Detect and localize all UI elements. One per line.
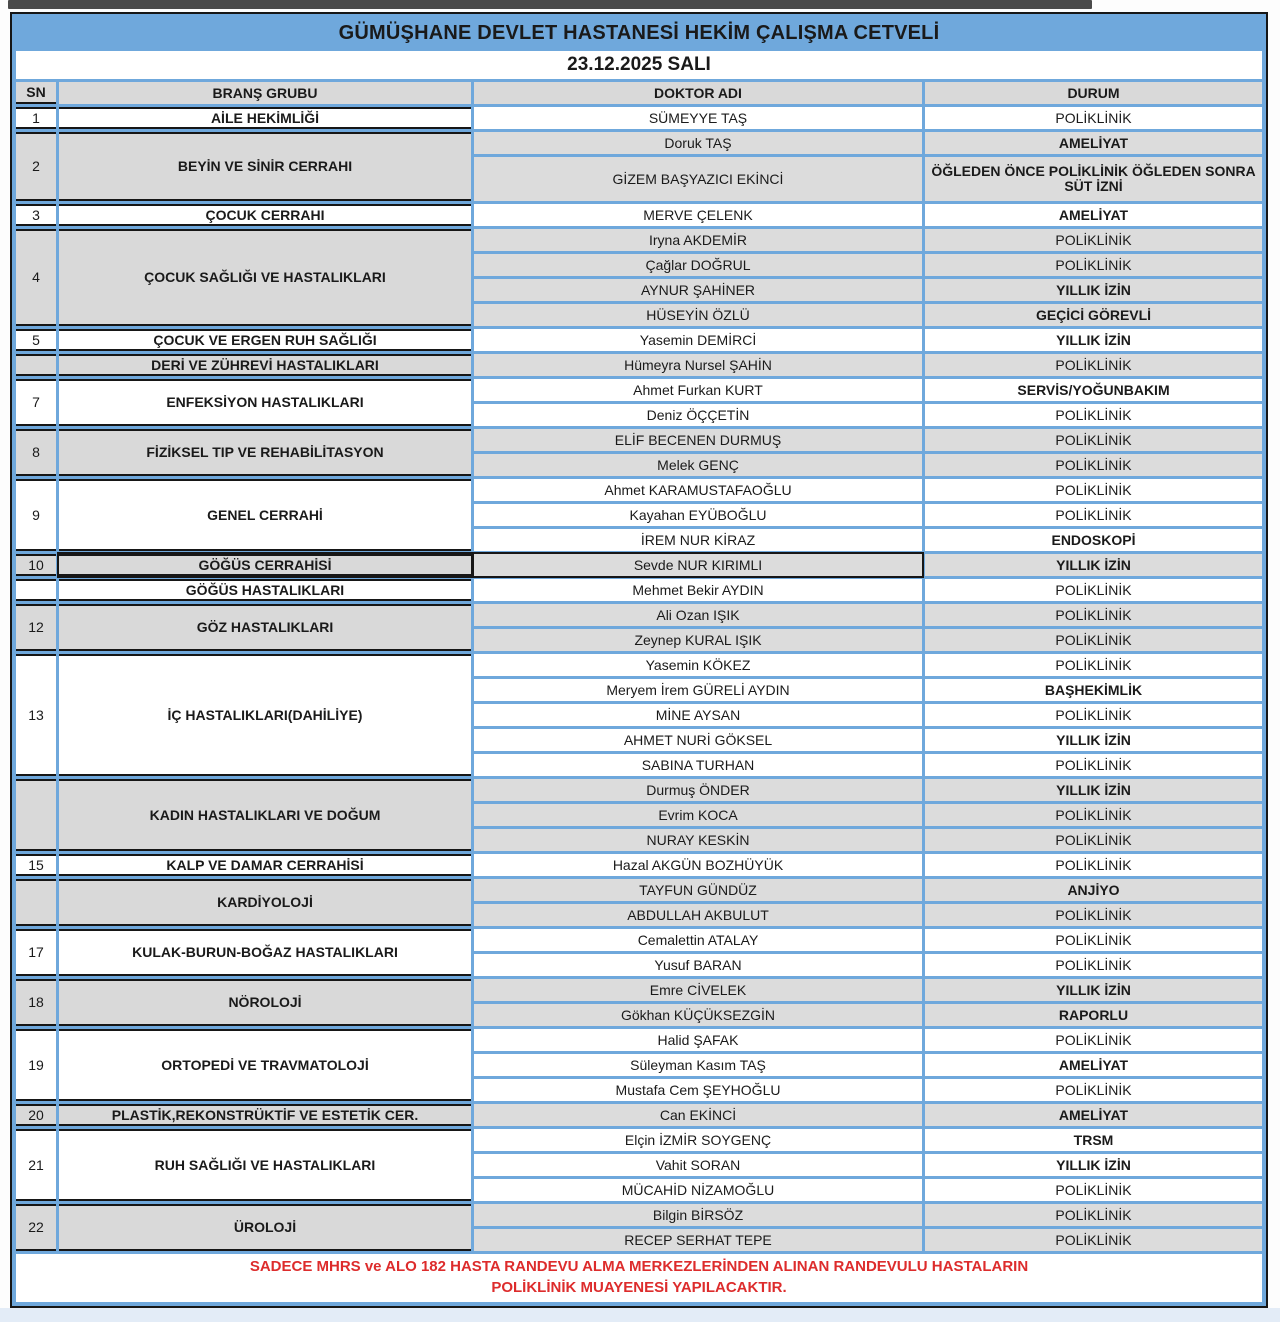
branch-group-row: [16, 604, 1262, 651]
branch-group-row: [16, 579, 1262, 601]
branch-cell: RUH SAĞLIĞI VE HASTALIKLARI: [59, 1129, 471, 1201]
branch-cell: KARDİYOLOJİ: [59, 879, 471, 926]
status-cell: POLİKLİNİK: [925, 354, 1262, 376]
sn-cell: 7: [16, 379, 56, 426]
doctor-row: [474, 229, 1262, 251]
footer-notice-line2: POLİKLİNİK MUAYENESİ YAPILACAKTIR.: [491, 1279, 787, 1296]
sn-cell: 20: [16, 1104, 56, 1126]
doctor-row: [474, 479, 1262, 501]
doctor-rows-column: [474, 479, 1262, 551]
doctor-rows-column: [474, 929, 1262, 976]
doctor-name-cell: Vahit SORAN: [474, 1154, 922, 1176]
sn-cell: 12: [16, 604, 56, 651]
doctor-rows-column: [474, 654, 1262, 776]
status-cell: POLİKLİNİK: [925, 704, 1262, 726]
doctor-name-cell: Ahmet Furkan KURT: [474, 379, 922, 401]
status-cell: POLİKLİNİK: [925, 107, 1262, 129]
doctor-row: [474, 1229, 1262, 1251]
sn-cell: 2: [16, 132, 56, 201]
sn-cell: 19: [16, 1029, 56, 1101]
doctor-name-cell: Mehmet Bekir AYDIN: [474, 579, 922, 601]
doctor-row: [474, 1054, 1262, 1076]
branch-group-row: [16, 429, 1262, 476]
footer-notice-line1: SADECE MHRS ve ALO 182 HASTA RANDEVU ALMA MERKEZLERİNDEN ALINAN RANDEVULU HASTALARIN: [249, 1258, 1029, 1275]
status-cell: POLİKLİNİK: [925, 804, 1262, 826]
sn-cell: [16, 879, 56, 926]
branch-group-row: [16, 107, 1262, 129]
doctor-rows-column: [474, 204, 1262, 226]
doctor-rows-column: [474, 107, 1262, 129]
branch-group-row: [16, 132, 1262, 201]
doctor-rows-column: [474, 554, 1262, 576]
doctor-name-cell: HÜSEYİN ÖZLÜ: [474, 304, 922, 326]
doctor-name-cell: Hazal AKGÜN BOZHÜYÜK: [474, 854, 922, 876]
status-cell: ENDOSKOPİ: [925, 529, 1262, 551]
doctor-row: [474, 529, 1262, 551]
doctor-name-cell: Bilgin BİRSÖZ: [474, 1204, 922, 1226]
doctor-name-cell: TAYFUN GÜNDÜZ: [474, 879, 922, 901]
doctor-row: [474, 579, 1262, 601]
sn-cell: 10: [16, 554, 56, 576]
branch-cell: İÇ HASTALIKLARI(DAHİLİYE): [59, 654, 471, 776]
doctor-rows-column: [474, 579, 1262, 601]
doctor-row: [474, 954, 1262, 976]
doctor-row: [474, 304, 1262, 326]
doctor-name-cell: Ahmet KARAMUSTAFAOĞLU: [474, 479, 922, 501]
doctor-name-cell: Gökhan KÜÇÜKSEZGİN: [474, 1004, 922, 1026]
doctor-row: [474, 879, 1262, 901]
doctor-row: [474, 132, 1262, 154]
sn-cell: 8: [16, 429, 56, 476]
sn-cell: 4: [16, 229, 56, 326]
doctor-row: [474, 329, 1262, 351]
doctor-row: [474, 804, 1262, 826]
doctor-rows-column: [474, 1104, 1262, 1126]
branch-group-row: [16, 879, 1262, 926]
doctor-row: [474, 204, 1262, 226]
branch-group-row: [16, 554, 1262, 576]
status-cell: YILLIK İZİN: [925, 979, 1262, 1001]
status-cell: POLİKLİNİK: [925, 854, 1262, 876]
doctor-name-cell: Elçin İZMİR SOYGENÇ: [474, 1129, 922, 1151]
doctor-row: [474, 754, 1262, 776]
status-cell: POLİKLİNİK: [925, 1079, 1262, 1101]
branch-cell: ÇOCUK CERRAHI: [59, 204, 471, 226]
doctor-name-cell: NURAY KESKİN: [474, 829, 922, 851]
status-cell: YILLIK İZİN: [925, 329, 1262, 351]
schedule-table-body: [16, 107, 1262, 1251]
doctor-rows-column: [474, 1129, 1262, 1201]
status-cell: POLİKLİNİK: [925, 829, 1262, 851]
doctor-rows-column: [474, 854, 1262, 876]
doctor-rows-column: [474, 429, 1262, 476]
branch-cell: KULAK-BURUN-BOĞAZ HASTALIKLARI: [59, 929, 471, 976]
column-header-status: DURUM: [925, 82, 1262, 104]
doctor-row: [474, 1154, 1262, 1176]
doctor-row: [474, 1204, 1262, 1226]
sn-cell: [16, 579, 56, 601]
status-cell: POLİKLİNİK: [925, 1029, 1262, 1051]
doctor-row: [474, 107, 1262, 129]
branch-group-row: [16, 979, 1262, 1026]
branch-cell: ÇOCUK SAĞLIĞI VE HASTALIKLARI: [59, 229, 471, 326]
column-header-branch: BRANŞ GRUBU: [59, 82, 471, 104]
doctor-name-cell: AYNUR ŞAHİNER: [474, 279, 922, 301]
status-cell: AMELİYAT: [925, 1104, 1262, 1126]
branch-cell: ENFEKSİYON HASTALIKLARI: [59, 379, 471, 426]
doctor-name-cell: Halid ŞAFAK: [474, 1029, 922, 1051]
sn-cell: 5: [16, 329, 56, 351]
status-cell: GEÇİCİ GÖREVLİ: [925, 304, 1262, 326]
schedule-date: 23.12.2025 SALI: [16, 51, 1262, 79]
doctor-row: [474, 1179, 1262, 1201]
status-cell: POLİKLİNİK: [925, 904, 1262, 926]
branch-cell: ORTOPEDİ VE TRAVMATOLOJİ: [59, 1029, 471, 1101]
status-cell: TRSM: [925, 1129, 1262, 1151]
doctor-rows-column: [474, 132, 1262, 201]
doctor-row: [474, 829, 1262, 851]
doctor-name-cell: Zeynep KURAL IŞIK: [474, 629, 922, 651]
doctor-row: [474, 629, 1262, 651]
doctor-name-cell: RECEP SERHAT TEPE: [474, 1229, 922, 1251]
sn-cell: 1: [16, 107, 56, 129]
doctor-name-cell: ELİF BECENEN DURMUŞ: [474, 429, 922, 451]
status-cell: YILLIK İZİN: [925, 729, 1262, 751]
doctor-name-cell: Can EKİNCİ: [474, 1104, 922, 1126]
doctor-rows-column: [474, 379, 1262, 426]
status-cell: YILLIK İZİN: [925, 279, 1262, 301]
sn-cell: 9: [16, 479, 56, 551]
sn-cell: [16, 779, 56, 851]
doctor-name-cell: Emre CİVELEK: [474, 979, 922, 1001]
doctor-name-cell: Durmuş ÖNDER: [474, 779, 922, 801]
doctor-row: [474, 279, 1262, 301]
branch-cell: PLASTİK,REKONSTRÜKTİF VE ESTETİK CER.: [59, 1104, 471, 1126]
branch-cell: ÇOCUK VE ERGEN RUH SAĞLIĞI: [59, 329, 471, 351]
doctor-row: [474, 904, 1262, 926]
doctor-row: [474, 729, 1262, 751]
branch-cell: KALP VE DAMAR CERRAHİSİ: [59, 854, 471, 876]
doctor-row: [474, 1129, 1262, 1151]
doctor-name-cell: Ali Ozan IŞIK: [474, 604, 922, 626]
branch-cell: FİZİKSEL TIP VE REHABİLİTASYON: [59, 429, 471, 476]
status-cell: ÖĞLEDEN ÖNCE POLİKLİNİK ÖĞLEDEN SONRA SÜT İZNİ: [925, 157, 1262, 201]
branch-group-row: [16, 479, 1262, 551]
header-row: [16, 82, 1262, 104]
doctor-name-cell: SÜMEYYE TAŞ: [474, 107, 922, 129]
sn-cell: [16, 354, 56, 376]
doctor-row: [474, 554, 1262, 576]
branch-cell: ÜROLOJİ: [59, 1204, 471, 1251]
page-title: GÜMÜŞHANE DEVLET HASTANESİ HEKİM ÇALIŞMA CETVELİ: [338, 22, 940, 44]
doctor-rows-column: [474, 779, 1262, 851]
footer-notice: [16, 1254, 1262, 1302]
branch-group-row: [16, 379, 1262, 426]
status-cell: AMELİYAT: [925, 204, 1262, 226]
doctor-name-cell: Yusuf BARAN: [474, 954, 922, 976]
status-cell: POLİKLİNİK: [925, 1204, 1262, 1226]
branch-group-row: [16, 1104, 1262, 1126]
doctor-name-cell: Deniz ÖÇÇETİN: [474, 404, 922, 426]
doctor-name-cell: Mustafa Cem ŞEYHOĞLU: [474, 1079, 922, 1101]
branch-group-row: [16, 1204, 1262, 1251]
status-cell: AMELİYAT: [925, 132, 1262, 154]
sn-cell: 13: [16, 654, 56, 776]
status-cell: POLİKLİNİK: [925, 1229, 1262, 1251]
status-cell: POLİKLİNİK: [925, 954, 1262, 976]
doctor-name-cell: ABDULLAH AKBULUT: [474, 904, 922, 926]
doctor-name-cell: Yasemin KÖKEZ: [474, 654, 922, 676]
doctor-row: [474, 157, 1262, 201]
column-header-doctor: DOKTOR ADI: [474, 82, 922, 104]
branch-group-row: [16, 204, 1262, 226]
status-cell: AMELİYAT: [925, 1054, 1262, 1076]
status-cell: POLİKLİNİK: [925, 404, 1262, 426]
branch-cell: GENEL CERRAHİ: [59, 479, 471, 551]
sn-cell: 22: [16, 1204, 56, 1251]
status-cell: POLİKLİNİK: [925, 604, 1262, 626]
column-header-sn: SN: [16, 82, 56, 104]
doctor-name-cell: Kayahan EYÜBOĞLU: [474, 504, 922, 526]
status-cell: POLİKLİNİK: [925, 429, 1262, 451]
branch-group-row: [16, 1129, 1262, 1201]
doctor-row: [474, 929, 1262, 951]
status-cell: ANJİYO: [925, 879, 1262, 901]
branch-cell: KADIN HASTALIKLARI VE DOĞUM: [59, 779, 471, 851]
status-cell: YILLIK İZİN: [925, 554, 1262, 576]
doctor-row: [474, 604, 1262, 626]
branch-group-row: [16, 1029, 1262, 1101]
doctor-row: [474, 1079, 1262, 1101]
doctor-name-cell: MİNE AYSAN: [474, 704, 922, 726]
status-cell: POLİKLİNİK: [925, 1179, 1262, 1201]
doctor-rows-column: [474, 1029, 1262, 1101]
branch-cell: DERİ VE ZÜHREVİ HASTALIKLARI: [59, 354, 471, 376]
doctor-row: [474, 504, 1262, 526]
doctor-row: [474, 1029, 1262, 1051]
doctor-name-cell: Çağlar DOĞRUL: [474, 254, 922, 276]
doctor-rows-column: [474, 879, 1262, 926]
page-background-strip: [0, 1308, 1280, 1322]
doctor-name-cell: AHMET NURİ GÖKSEL: [474, 729, 922, 751]
branch-cell: GÖZ HASTALIKLARI: [59, 604, 471, 651]
doctor-row: [474, 254, 1262, 276]
branch-group-row: [16, 854, 1262, 876]
status-cell: POLİKLİNİK: [925, 229, 1262, 251]
branch-group-row: [16, 329, 1262, 351]
status-cell: POLİKLİNİK: [925, 629, 1262, 651]
status-cell: POLİKLİNİK: [925, 504, 1262, 526]
doctor-name-cell: Hümeyra Nursel ŞAHİN: [474, 354, 922, 376]
status-cell: RAPORLU: [925, 1004, 1262, 1026]
doctor-row: [474, 654, 1262, 676]
doctor-name-cell: Cemalettin ATALAY: [474, 929, 922, 951]
status-cell: POLİKLİNİK: [925, 454, 1262, 476]
status-cell: POLİKLİNİK: [925, 929, 1262, 951]
doctor-name-cell: SABINA TURHAN: [474, 754, 922, 776]
doctor-row: [474, 854, 1262, 876]
sn-cell: 17: [16, 929, 56, 976]
doctor-name-cell: GİZEM BAŞYAZICI EKİNCİ: [474, 157, 922, 201]
doctor-row: [474, 379, 1262, 401]
doctor-row: [474, 354, 1262, 376]
doctor-name-cell: Süleyman Kasım TAŞ: [474, 1054, 922, 1076]
branch-group-row: [16, 929, 1262, 976]
doctor-name-cell: Meryem İrem GÜRELİ AYDIN: [474, 679, 922, 701]
doctor-name-cell: İREM NUR KİRAZ: [474, 529, 922, 551]
status-cell: POLİKLİNİK: [925, 754, 1262, 776]
sn-cell: 21: [16, 1129, 56, 1201]
doctor-name-cell: MÜCAHİD NİZAMOĞLU: [474, 1179, 922, 1201]
sn-cell: 3: [16, 204, 56, 226]
doctor-row: [474, 979, 1262, 1001]
doctor-row: [474, 704, 1262, 726]
top-edge-artifact: [8, 0, 1092, 9]
branch-group-row: [16, 354, 1262, 376]
branch-cell: GÖĞÜS CERRAHİSİ: [59, 554, 471, 576]
doctor-row: [474, 1104, 1262, 1126]
branch-group-row: [16, 654, 1262, 776]
doctor-name-cell: Evrim KOCA: [474, 804, 922, 826]
branch-cell: NÖROLOJİ: [59, 979, 471, 1026]
status-cell: POLİKLİNİK: [925, 479, 1262, 501]
branch-cell: BEYİN VE SİNİR CERRAHI: [59, 132, 471, 201]
schedule-sheet: [10, 12, 1268, 1308]
branch-cell: AİLE HEKİMLİĞİ: [59, 107, 471, 129]
status-cell: YILLIK İZİN: [925, 779, 1262, 801]
branch-cell: GÖĞÜS HASTALIKLARI: [59, 579, 471, 601]
status-cell: POLİKLİNİK: [925, 579, 1262, 601]
branch-group-row: [16, 229, 1262, 326]
doctor-rows-column: [474, 354, 1262, 376]
doctor-name-cell: Yasemin DEMİRCİ: [474, 329, 922, 351]
status-cell: SERVİS/YOĞUNBAKIM: [925, 379, 1262, 401]
status-cell: POLİKLİNİK: [925, 254, 1262, 276]
doctor-name-cell: Doruk TAŞ: [474, 132, 922, 154]
doctor-name-cell: Sevde NUR KIRIMLI: [474, 554, 922, 576]
doctor-name-cell: MERVE ÇELENK: [474, 204, 922, 226]
doctor-row: [474, 429, 1262, 451]
doctor-name-cell: Iryna AKDEMİR: [474, 229, 922, 251]
status-cell: YILLIK İZİN: [925, 1154, 1262, 1176]
doctor-row: [474, 679, 1262, 701]
doctor-rows-column: [474, 229, 1262, 326]
doctor-row: [474, 779, 1262, 801]
doctor-rows-column: [474, 329, 1262, 351]
sn-cell: 18: [16, 979, 56, 1026]
doctor-rows-column: [474, 604, 1262, 651]
sn-cell: 15: [16, 854, 56, 876]
status-cell: POLİKLİNİK: [925, 654, 1262, 676]
branch-group-row: [16, 779, 1262, 851]
doctor-name-cell: Melek GENÇ: [474, 454, 922, 476]
doctor-row: [474, 1004, 1262, 1026]
doctor-row: [474, 404, 1262, 426]
doctor-rows-column: [474, 1204, 1262, 1251]
doctor-rows-column: [474, 979, 1262, 1026]
doctor-row: [474, 454, 1262, 476]
status-cell: BAŞHEKİMLİK: [925, 679, 1262, 701]
